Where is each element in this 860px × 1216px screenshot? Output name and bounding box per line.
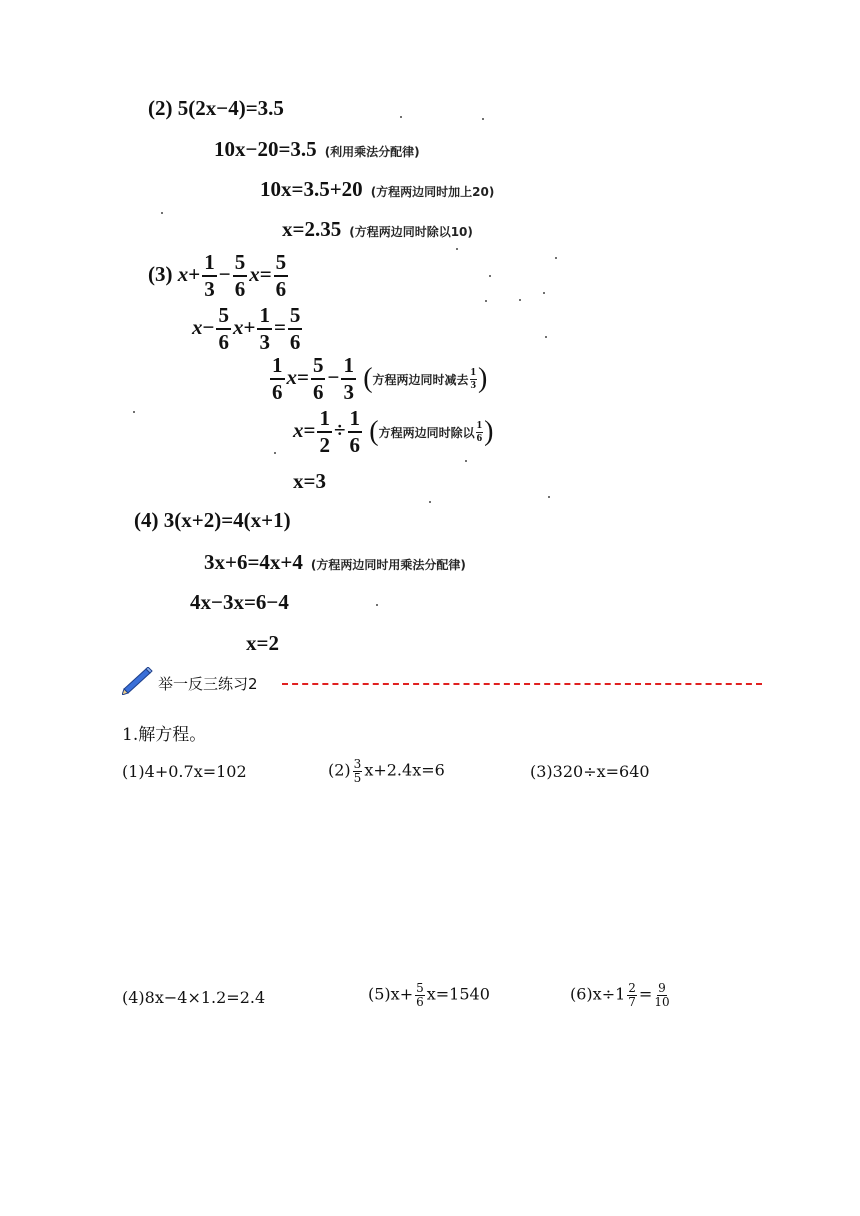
- annotation: 方程两边同时减去: [372, 372, 469, 387]
- fraction: $\frac{5}{6}$: [416, 981, 424, 1009]
- equation-text: (5)x+: [368, 984, 414, 1004]
- problem-2-equation: 5(2x−4)=3.5: [177, 96, 284, 120]
- fraction: $\frac{5}{6}$: [289, 303, 301, 354]
- problem-4-label: (4): [134, 508, 159, 532]
- equation-text: x+2.4x=6: [364, 760, 445, 780]
- annotation: (利用乘法分配律): [324, 145, 420, 159]
- problem-3-line-1: (3) x+ $\frac{1}{3}$ − $\frac{5}{6}$ x= $\frac{5}{6}$: [148, 250, 287, 301]
- fraction: $\frac{9}{10}$: [654, 981, 670, 1009]
- practice-heading: 举一反三练习2: [158, 675, 258, 693]
- practice-problem-6: [570, 982, 672, 1008]
- fraction: $\frac{1}{6}$: [272, 353, 283, 404]
- fraction: $\frac{1}{3}$: [204, 250, 215, 301]
- problem-3-line-3: $\frac{1}{6}$ x= $\frac{5}{6}$ − $\frac{1}{3}$ (方程两边同时减去 $\frac{1}{3}$ ): [272, 353, 488, 404]
- annotation: (方程两边同时加上20): [370, 185, 495, 199]
- problem-3-label: (3): [148, 261, 173, 286]
- equals-sign: =: [638, 984, 653, 1004]
- equation-text: 10x−20=3.5: [214, 137, 317, 161]
- fraction: $\frac{5}{6}$: [234, 250, 246, 301]
- problem-2-line-2: [214, 137, 420, 162]
- equation-text: 3(x+2)=4(x+1): [163, 508, 291, 532]
- annotation: (方程两边同时除以10): [349, 225, 473, 239]
- practice-problem-4: (4)8x−4×1.2=2.4: [122, 988, 266, 1007]
- practice-problem-3: (3)320÷x=640: [530, 762, 650, 781]
- fraction: $\frac{5}{6}$: [218, 303, 229, 354]
- practice-problem-2: [328, 758, 445, 784]
- problem-2-label: (2): [148, 96, 173, 120]
- problem-2-line-3: [260, 177, 494, 202]
- problem-4-line-4: x=2: [246, 631, 279, 655]
- fraction: $\frac{1}{3}$: [343, 353, 354, 404]
- fraction: $\frac{3}{5}$: [353, 757, 362, 785]
- equation-text: 3x+6=4x+4: [204, 550, 303, 574]
- equation-text: x+: [177, 261, 201, 286]
- fraction: $\frac{1}{6}$: [349, 406, 360, 457]
- fraction: $\frac{1}{3}$: [259, 303, 270, 354]
- problem-4-line-3: 4x−3x=6−4: [190, 590, 289, 614]
- fraction: $\frac{1}{3}$: [470, 366, 477, 391]
- problem-2-line-1: [148, 96, 284, 121]
- fraction: $\frac{1}{6}$: [476, 419, 483, 444]
- problem-4-line-1: [134, 508, 291, 533]
- equation-text: 10x=3.5+20: [260, 177, 363, 201]
- equation-text: (6)x÷1: [570, 984, 626, 1004]
- problem-3-line-4: x= $\frac{1}{2}$ ÷ $\frac{1}{6}$ (方程两边同时除以 $\frac{1}{6}$ ): [293, 406, 494, 457]
- problem-3-line-2: x− $\frac{5}{6}$ x+ $\frac{1}{3}$ = $\frac{5}{6}$: [192, 303, 301, 354]
- equation-text: x=1540: [426, 984, 490, 1004]
- problem-2-line-4: [282, 217, 473, 242]
- heading-divider: [282, 683, 762, 685]
- problem-label: (2): [328, 760, 351, 780]
- fraction: $\frac{5}{6}$: [275, 250, 287, 301]
- fraction: $\frac{5}{6}$: [312, 353, 324, 404]
- fraction: $\frac{2}{7}$: [628, 981, 636, 1009]
- instruction-text: 1.解方程。: [122, 725, 207, 745]
- pencil-icon: [122, 667, 154, 699]
- practice-problem-5: [368, 982, 490, 1008]
- practice-problem-1: (1)4+0.7x=102: [122, 762, 247, 781]
- equation-text: x=2.35: [282, 217, 342, 241]
- problem-4-line-2: [204, 550, 466, 575]
- annotation: (方程两边同时用乘法分配律): [310, 558, 466, 572]
- fraction: $\frac{1}{2}$: [319, 406, 330, 457]
- problem-3-line-5: x=3: [293, 469, 326, 493]
- annotation: 方程两边同时除以: [378, 425, 475, 440]
